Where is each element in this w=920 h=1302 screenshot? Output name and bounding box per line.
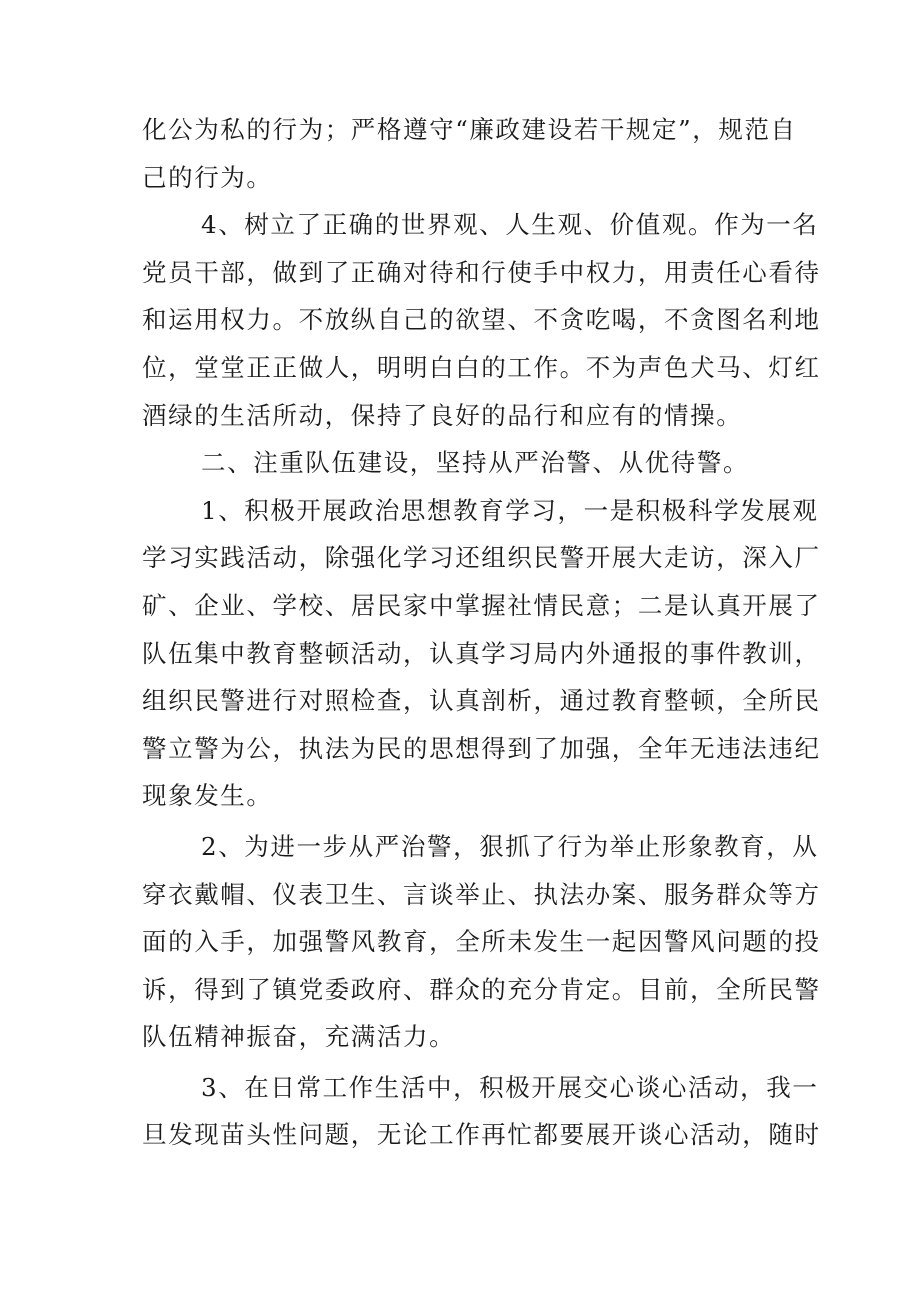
text-line: 位，堂堂正正做人，明明白白的工作。不为声色犬马、灯红 — [142, 352, 821, 382]
text-line: 和运用权力。不放纵自己的欲望、不贪吃喝，不贪图名利地 — [142, 305, 821, 335]
text-line: 穿衣戴帽、仪表卫生、言谈举止、执法办案、服务群众等方 — [142, 879, 821, 909]
text-line: 现象发生。 — [142, 781, 273, 811]
paragraph-start-line: 2、为进一步从严治警，狠抓了行为举止形象教育，从 — [201, 831, 819, 861]
text-line: 己的行为。 — [142, 162, 273, 192]
text-line: 旦发现苗头性问题，无论工作再忙都要展开谈心活动，随时 — [142, 1120, 821, 1150]
text-line: 诉，得到了镇党委政府、群众的充分肯定。目前，全所民警 — [142, 974, 821, 1004]
document-body — [142, 106, 821, 1159]
text-line: 面的入手，加强警风教育，全所未发生一起因警风问题的投 — [142, 927, 821, 957]
text-line: 矿、企业、学校、居民家中掌握社情民意；二是认真开展了 — [142, 590, 821, 620]
section-heading: 二、注重队伍建设，坚持从严治警、从优待警。 — [201, 448, 750, 478]
paragraph-start-line: 3、在日常工作生活中，积极开展交心谈心活动，我一 — [201, 1072, 819, 1102]
paragraph-start-line: 1、积极开展政治思想教育学习，一是积极科学发展观 — [201, 495, 819, 525]
text-line: 学习实践活动，除强化学习还组织民警开展大走访，深入厂 — [142, 543, 821, 573]
text-line: 组织民警进行对照检查，认真剖析，通过教育整顿，全所民 — [142, 686, 821, 716]
text-line: 队伍集中教育整顿活动，认真学习局内外通报的事件教训， — [142, 638, 821, 668]
text-line: 警立警为公，执法为民的思想得到了加强，全年无违法违纪 — [142, 733, 821, 763]
text-line: 酒绿的生活所动，保持了良好的品行和应有的情操。 — [142, 400, 743, 430]
paragraph-start-line: 4、树立了正确的世界观、人生观、价值观。作为一名 — [201, 210, 819, 240]
text-line: 队伍精神振奋，充满活力。 — [142, 1022, 456, 1052]
text-line: 化公为私的行为；严格遵守“廉政建设若干规定”，规范自 — [142, 115, 797, 144]
text-line: 党员干部，做到了正确对待和行使手中权力，用责任心看待 — [142, 257, 821, 287]
